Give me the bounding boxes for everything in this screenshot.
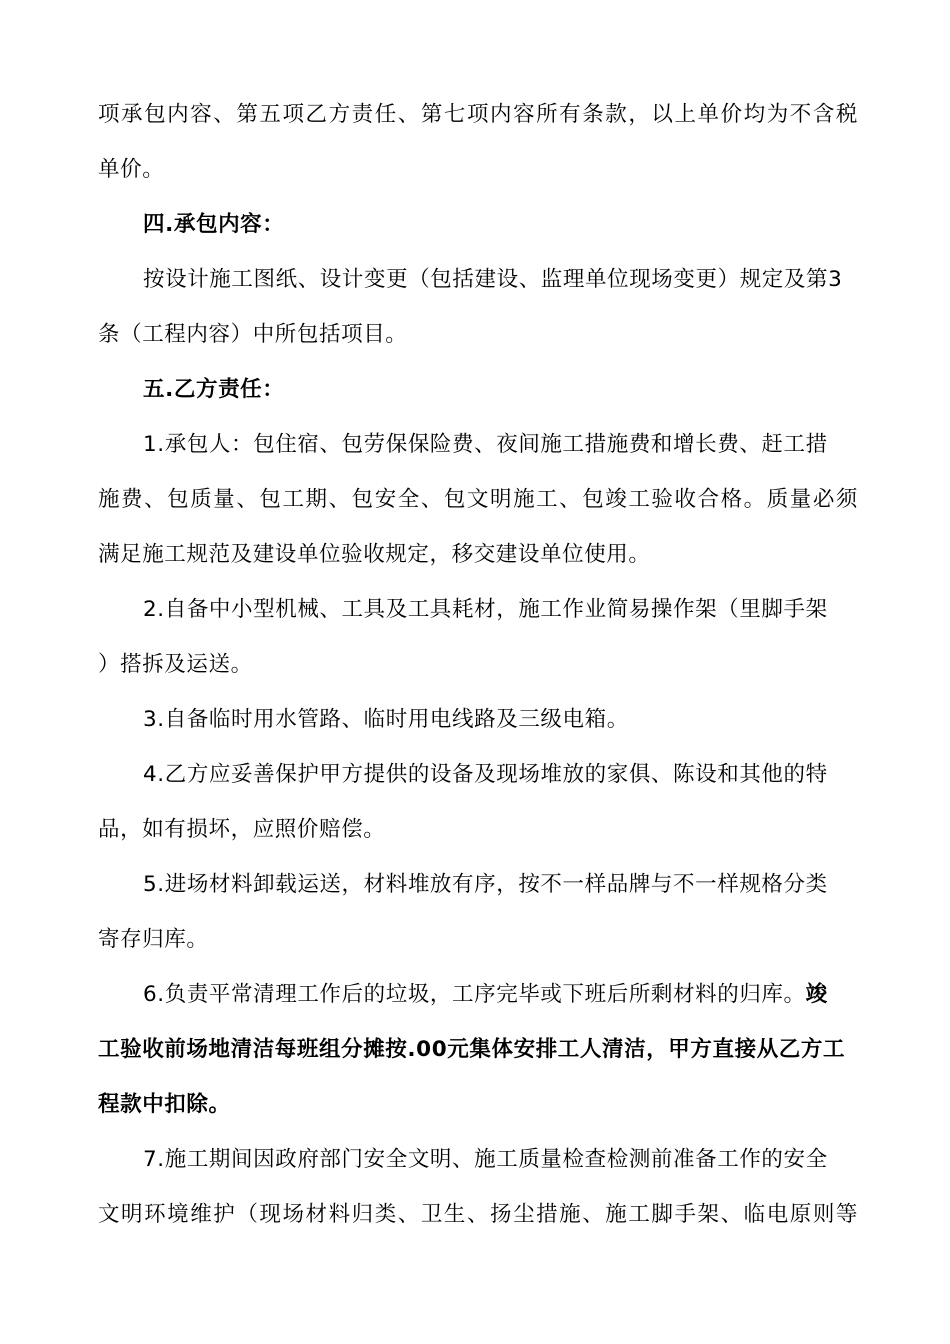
section-heading-contract-content: 四.承包内容： <box>143 212 285 237</box>
list-item-4-line: 品，如有损坏，应照价赔偿。 <box>98 817 386 842</box>
list-item-7-line: 7.施工期间因政府部门安全文明、施工质量检查检测前准备工作的安全 <box>143 1147 828 1172</box>
list-item-6-text: 6.负责平常清理工作后的垃圾，工序完毕或下班后所剩材料的归库。 <box>143 982 806 1007</box>
section-heading-party-b-responsibility: 五.乙方责任： <box>143 377 285 402</box>
list-item-4-line: 4.乙方应妥善保护甲方提供的设备及现场堆放的家俱、陈设和其他的特 <box>143 762 828 787</box>
paragraph-line: 按设计施工图纸、设计变更（包括建设、监理单位现场变更）规定及第3 <box>143 267 843 292</box>
paragraph-line: 单价。 <box>98 157 165 182</box>
list-item-2-line: ）搭拆及运送。 <box>98 652 253 677</box>
list-item-1-line: 满足施工规范及建设单位验收规定，移交建设单位使用。 <box>98 542 651 567</box>
list-item-7-line: 文明环境维护（现场材料归类、卫生、扬尘措施、施工脚手架、临电原则等 <box>98 1202 858 1227</box>
list-item-5-line: 5.进场材料卸载运送，材料堆放有序，按不一样品牌与不一样规格分类 <box>143 872 828 897</box>
list-item-1-line: 1.承包人：包住宿、包劳保保险费、夜间施工措施费和增长费、赶工措 <box>143 432 828 457</box>
list-item-3-line: 3.自备临时用水管路、临时用电线路及三级电箱。 <box>143 707 629 732</box>
paragraph-line: 条（工程内容）中所包括项目。 <box>98 322 408 347</box>
paragraph-line: 项承包内容、第五项乙方责任、第七项内容所有条款，以上单价均为不含税 <box>98 102 858 127</box>
list-item-6-bold-line: 程款中扣除。 <box>98 1092 231 1117</box>
list-item-2-line: 2.自备中小型机械、工具及工具耗材，施工作业简易操作架（里脚手架 <box>143 597 828 622</box>
list-item-6-bold-line: 工验收前场地清洁每班组分摊按.00元集体安排工人清洁，甲方直接从乙方工 <box>98 1037 846 1062</box>
list-item-1-line: 施费、包质量、包工期、包安全、包文明施工、包竣工验收合格。质量必须 <box>98 487 858 512</box>
list-item-6-line <box>143 976 858 1014</box>
list-item-5-line: 寄存归库。 <box>98 927 209 952</box>
list-item-6-bold-text: 竣 <box>805 982 828 1007</box>
